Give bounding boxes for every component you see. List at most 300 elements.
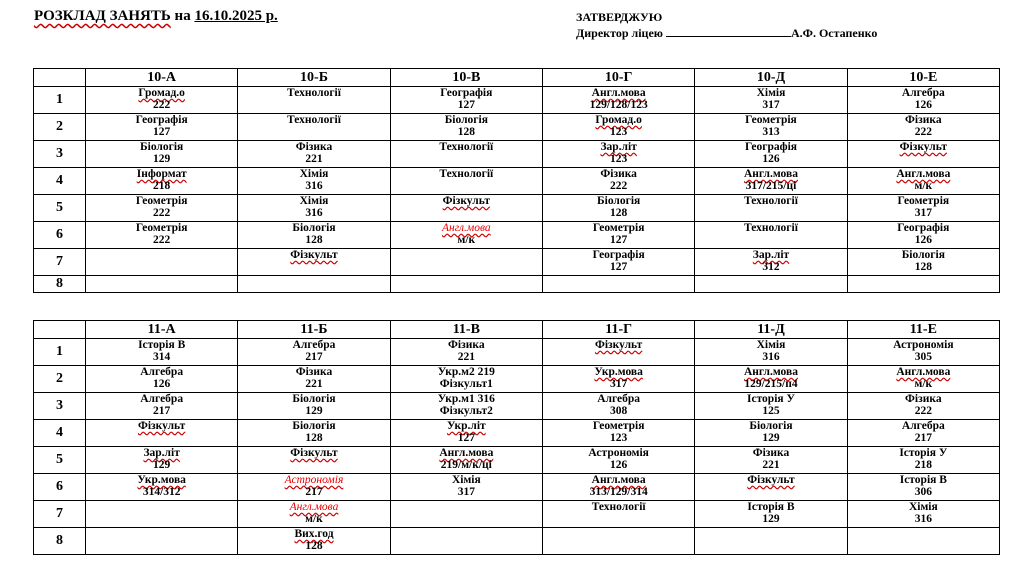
lesson-cell	[86, 168, 238, 195]
subject-name: Геометрія	[745, 114, 797, 126]
subject-name: Алгебра	[901, 87, 945, 99]
lesson-cell	[847, 87, 999, 114]
room-number: 128	[610, 207, 628, 219]
class-header: 10-Б	[238, 69, 390, 87]
lesson-cell	[238, 276, 390, 293]
room-number: 305	[914, 351, 932, 363]
room-number: 316	[305, 180, 323, 192]
room-number: 128	[305, 540, 323, 552]
subject-name: Англ.мова	[896, 366, 951, 378]
room-number: 128	[305, 432, 323, 444]
lesson-cell	[238, 393, 390, 420]
subject-name: Геометрія	[135, 195, 188, 207]
lesson-number: 6	[34, 474, 86, 501]
class-header-row	[34, 321, 1000, 339]
room-number: 127	[153, 126, 171, 138]
subject-name: Фізика	[752, 447, 790, 459]
subject-name: Зар.літ	[143, 447, 180, 459]
room-number: 218	[914, 459, 932, 471]
lesson-cell	[238, 141, 390, 168]
subject-name: Алгебра	[140, 393, 184, 405]
lesson-cell	[542, 501, 694, 528]
lesson-cell	[390, 276, 542, 293]
subject-name: Біологія	[292, 222, 336, 234]
lesson-cell	[86, 222, 238, 249]
lesson-cell	[695, 501, 847, 528]
lesson-cell	[542, 114, 694, 141]
subject-name: Зар.літ	[752, 249, 790, 261]
lesson-cell	[86, 393, 238, 420]
class-header: 11-Е	[847, 321, 999, 339]
subject-name: Англ.мова	[289, 501, 339, 513]
subject-name: Англ.мова	[743, 366, 798, 378]
room-number: 126	[762, 153, 780, 165]
subject-name: Технології	[439, 168, 494, 180]
lesson-row	[34, 276, 1000, 293]
room-number: 313/129/314	[589, 486, 648, 498]
room-number: 217	[153, 405, 171, 417]
lesson-cell	[86, 249, 238, 276]
room-number: 129	[762, 513, 780, 525]
lesson-row	[34, 141, 1000, 168]
class-header: 11-А	[86, 321, 238, 339]
subject-name: Укр.мова	[594, 366, 643, 378]
lesson-row	[34, 393, 1000, 420]
room-number: 127	[457, 432, 475, 444]
subject-name: Біологія	[292, 420, 336, 432]
lesson-row	[34, 474, 1000, 501]
lesson-cell	[390, 114, 542, 141]
subject-name: Історія В	[899, 474, 947, 486]
subject-name: Фізика	[905, 393, 942, 405]
room-number: 317	[762, 99, 780, 111]
subject-name: Хімія	[756, 87, 786, 99]
lesson-number: 5	[34, 447, 86, 474]
subject-name: Фізкульт	[137, 420, 186, 432]
room-number: 308	[610, 405, 628, 417]
lesson-cell	[542, 366, 694, 393]
subject-name: Технології	[591, 501, 646, 513]
subject-name: Алгебра	[292, 339, 336, 351]
subject-name: Фізика	[448, 339, 485, 351]
lesson-cell	[86, 195, 238, 222]
lesson-cell	[695, 222, 847, 249]
room-number: 126	[914, 234, 932, 246]
lesson-cell	[390, 420, 542, 447]
room-number: 317	[914, 207, 932, 219]
lesson-cell	[86, 114, 238, 141]
lesson-cell	[390, 528, 542, 555]
lesson-cell	[695, 474, 847, 501]
lesson-cell	[847, 114, 999, 141]
subject-name: Громад.о	[595, 114, 642, 126]
room-number: 129	[153, 153, 171, 165]
lesson-row	[34, 366, 1000, 393]
lesson-cell	[238, 168, 390, 195]
lesson-cell	[390, 339, 542, 366]
lesson-cell	[847, 474, 999, 501]
room-number: 123	[610, 126, 628, 138]
lesson-cell	[390, 87, 542, 114]
subject-name: Історія В	[138, 339, 186, 351]
room-number: 217	[305, 486, 323, 498]
room-number: 129	[153, 459, 171, 471]
room-number: м/к	[914, 180, 933, 192]
room-number: 127	[457, 99, 475, 111]
room-number: Фізкульт2	[439, 405, 493, 417]
lesson-cell	[847, 195, 999, 222]
room-number: 317	[610, 378, 628, 390]
lesson-cell	[390, 249, 542, 276]
subject-name: Укр.м1 316	[437, 393, 495, 405]
lesson-cell	[238, 366, 390, 393]
lesson-cell	[86, 339, 238, 366]
lesson-cell	[695, 276, 847, 293]
subject-name: Біологія	[140, 141, 184, 153]
subject-name: Укр.літ	[446, 420, 486, 432]
lesson-cell	[390, 222, 542, 249]
director-label: Директор ліцею	[576, 26, 663, 40]
lesson-cell	[238, 339, 390, 366]
subject-name: Технології	[439, 141, 494, 153]
subject-name: Фізкульт	[747, 474, 795, 486]
room-number: 129/215/п4	[744, 378, 798, 390]
room-number: 219/м/к/ці	[440, 459, 492, 471]
lesson-cell	[542, 249, 694, 276]
lesson-number: 3	[34, 141, 86, 168]
room-number: 317/215/ці	[745, 180, 797, 192]
subject-name: Історія У	[899, 447, 948, 459]
subject-name: Фізкульт	[290, 447, 338, 459]
subject-name: Біологія	[444, 114, 488, 126]
lesson-row	[34, 222, 1000, 249]
subject-name: Біологія	[749, 420, 793, 432]
class-header: 10-В	[390, 69, 542, 87]
class-header: 10-Г	[542, 69, 694, 87]
room-number: 222	[153, 207, 171, 219]
lesson-row	[34, 447, 1000, 474]
lesson-row	[34, 339, 1000, 366]
class-header: 10-Е	[847, 69, 999, 87]
approve-label: ЗАТВЕРДЖУЮ	[576, 10, 663, 24]
lesson-cell	[238, 87, 390, 114]
lesson-cell	[86, 366, 238, 393]
room-number: 222	[153, 99, 171, 111]
lesson-number: 6	[34, 222, 86, 249]
schedule-date: 16.10.2025 р.	[194, 8, 278, 24]
room-number: м/к	[305, 513, 323, 525]
lesson-cell	[542, 195, 694, 222]
class-header: 10-А	[86, 69, 238, 87]
lesson-cell	[86, 141, 238, 168]
subject-name: Англ.мова	[896, 168, 951, 180]
lesson-cell	[542, 447, 694, 474]
subject-name: Геометрія	[897, 195, 950, 207]
schedule-table-10	[33, 68, 1000, 293]
lesson-cell	[390, 501, 542, 528]
subject-name: Географія	[744, 141, 797, 153]
subject-name: Історія У	[746, 393, 795, 405]
room-number: 314	[153, 351, 171, 363]
room-number: 126	[610, 459, 628, 471]
subject-name: Біологія	[901, 249, 945, 261]
room-number: 217	[914, 432, 932, 444]
subject-name: Інформат	[136, 168, 187, 180]
subject-name: Алгебра	[597, 393, 641, 405]
lesson-row	[34, 114, 1000, 141]
room-number: 222	[610, 180, 628, 192]
subject-name: Англ.мова	[441, 222, 491, 234]
subject-name: Алгебра	[901, 420, 945, 432]
lesson-cell	[847, 447, 999, 474]
room-number: 129/128/123	[589, 99, 648, 111]
lesson-cell	[847, 339, 999, 366]
lesson-cell	[695, 366, 847, 393]
room-number: 316	[914, 513, 932, 525]
room-number: 316	[305, 207, 323, 219]
room-number: 314/312	[142, 486, 181, 498]
lesson-row	[34, 501, 1000, 528]
subject-name: Фізкульт	[594, 339, 643, 351]
lesson-cell	[695, 528, 847, 555]
lesson-cell	[390, 447, 542, 474]
lesson-number: 4	[34, 420, 86, 447]
room-number: 306	[914, 486, 932, 498]
lesson-cell	[86, 276, 238, 293]
subject-name: Астрономія	[284, 474, 344, 486]
subject-name: Фізика	[600, 168, 637, 180]
subject-name: Географія	[440, 87, 493, 99]
subject-name: Астрономія	[588, 447, 649, 459]
lesson-number: 1	[34, 339, 86, 366]
subject-name: Географія	[135, 114, 188, 126]
lesson-cell	[238, 195, 390, 222]
lesson-cell	[542, 393, 694, 420]
schedule-title	[34, 8, 278, 25]
lesson-cell	[695, 195, 847, 222]
signature-line	[666, 26, 791, 37]
room-number: Фізкульт1	[439, 378, 493, 390]
lesson-cell	[847, 366, 999, 393]
subject-name: Геометрія	[592, 222, 645, 234]
lesson-cell	[86, 87, 238, 114]
lesson-number: 8	[34, 528, 86, 555]
subject-name: Вих.год	[294, 528, 334, 540]
lesson-cell	[86, 528, 238, 555]
subject-name: Географія	[592, 249, 645, 261]
room-number: 128	[914, 261, 932, 273]
subject-name: Фізкульт	[290, 249, 338, 261]
lesson-number: 8	[34, 276, 86, 293]
lesson-cell	[86, 420, 238, 447]
lesson-cell	[238, 249, 390, 276]
lesson-number: 5	[34, 195, 86, 222]
room-number: 129	[305, 405, 323, 417]
room-number: 222	[914, 126, 932, 138]
title-text: РОЗКЛАД ЗАНЯТЬ	[34, 8, 171, 24]
lesson-cell	[238, 501, 390, 528]
room-number: 221	[457, 351, 475, 363]
room-number: 125	[762, 405, 780, 417]
room-number: 217	[305, 351, 323, 363]
subject-name: Англ.мова	[591, 87, 646, 99]
lesson-cell	[542, 528, 694, 555]
class-header: 10-Д	[695, 69, 847, 87]
lesson-cell	[695, 447, 847, 474]
lesson-cell	[390, 141, 542, 168]
lesson-cell	[390, 366, 542, 393]
lesson-row	[34, 420, 1000, 447]
lesson-row	[34, 168, 1000, 195]
lesson-number: 4	[34, 168, 86, 195]
lesson-cell	[86, 474, 238, 501]
lesson-cell	[847, 222, 999, 249]
lesson-cell	[238, 114, 390, 141]
approval-block	[576, 9, 877, 41]
lesson-cell	[390, 393, 542, 420]
room-number: м/к	[457, 234, 476, 246]
subject-name: Географія	[897, 222, 950, 234]
lesson-cell	[238, 222, 390, 249]
lesson-cell	[86, 501, 238, 528]
room-number: 316	[762, 351, 780, 363]
subject-name: Хімія	[451, 474, 481, 486]
lesson-cell	[238, 474, 390, 501]
room-number: 129	[762, 432, 780, 444]
subject-name: Біологія	[597, 195, 641, 207]
corner-cell	[34, 321, 86, 339]
subject-name: Астрономія	[893, 339, 954, 351]
class-header: 11-Б	[238, 321, 390, 339]
lesson-cell	[238, 528, 390, 555]
room-number: 123	[610, 153, 628, 165]
lesson-number: 3	[34, 393, 86, 420]
room-number: 317	[457, 486, 475, 498]
lesson-number: 1	[34, 87, 86, 114]
lesson-cell	[847, 141, 999, 168]
lesson-cell	[542, 87, 694, 114]
subject-name: Фізика	[905, 114, 942, 126]
room-number: м/к	[914, 378, 933, 390]
lesson-cell	[695, 249, 847, 276]
subject-name: Алгебра	[140, 366, 184, 378]
lesson-cell	[695, 393, 847, 420]
lesson-row	[34, 249, 1000, 276]
room-number: 221	[305, 378, 323, 390]
lesson-cell	[847, 249, 999, 276]
subject-name: Англ.мова	[591, 474, 646, 486]
lesson-cell	[695, 141, 847, 168]
title-on: на	[174, 8, 191, 24]
lesson-number: 2	[34, 114, 86, 141]
subject-name: Громад.о	[138, 87, 185, 99]
lesson-cell	[238, 420, 390, 447]
lesson-cell	[695, 87, 847, 114]
lesson-cell	[847, 393, 999, 420]
lesson-cell	[847, 501, 999, 528]
lesson-number: 7	[34, 249, 86, 276]
lesson-cell	[390, 474, 542, 501]
room-number: 312	[762, 261, 780, 273]
subject-name: Фізика	[295, 366, 333, 378]
room-number: 221	[305, 153, 323, 165]
subject-name: Технології	[744, 222, 798, 234]
lesson-cell	[390, 168, 542, 195]
subject-name: Технології	[287, 114, 341, 126]
schedule-table-11	[33, 320, 1000, 555]
lesson-cell	[542, 276, 694, 293]
lesson-number: 2	[34, 366, 86, 393]
lesson-cell	[695, 114, 847, 141]
subject-name: Технології	[287, 87, 341, 99]
lesson-cell	[542, 339, 694, 366]
room-number: 127	[610, 234, 628, 246]
lesson-cell	[542, 474, 694, 501]
room-number: 222	[914, 405, 932, 417]
subject-name: Технології	[744, 195, 798, 207]
subject-name: Фізика	[295, 141, 333, 153]
subject-name: Зар.літ	[600, 141, 637, 153]
room-number: 123	[610, 432, 628, 444]
subject-name: Фізкульт	[899, 141, 947, 153]
subject-name: Хімія	[299, 168, 329, 180]
room-number: 221	[762, 459, 780, 471]
lesson-cell	[847, 276, 999, 293]
lesson-cell	[695, 339, 847, 366]
lesson-cell	[542, 222, 694, 249]
subject-name: Англ.мова	[439, 447, 494, 459]
room-number: 126	[153, 378, 171, 390]
lesson-cell	[390, 195, 542, 222]
lesson-cell	[847, 420, 999, 447]
lesson-cell	[542, 168, 694, 195]
lesson-cell	[847, 528, 999, 555]
lesson-cell	[695, 168, 847, 195]
lesson-cell	[542, 420, 694, 447]
subject-name: Хімія	[756, 339, 786, 351]
room-number: 127	[610, 261, 628, 273]
lesson-row	[34, 528, 1000, 555]
lesson-row	[34, 195, 1000, 222]
room-number: 218	[153, 180, 171, 192]
lesson-number: 7	[34, 501, 86, 528]
lesson-cell	[695, 420, 847, 447]
lesson-cell	[86, 447, 238, 474]
subject-name: Біологія	[292, 393, 336, 405]
room-number: 128	[305, 234, 323, 246]
room-number: 222	[153, 234, 171, 246]
room-number: 313	[762, 126, 780, 138]
subject-name: Англ.мова	[743, 168, 798, 180]
director-name: А.Ф. Остапенко	[790, 26, 878, 40]
lesson-row	[34, 87, 1000, 114]
lesson-cell	[847, 168, 999, 195]
subject-name: Хімія	[299, 195, 329, 207]
lesson-cell	[238, 447, 390, 474]
subject-name: Геометрія	[592, 420, 645, 432]
subject-name: Фізкульт	[442, 195, 490, 207]
class-header: 11-В	[390, 321, 542, 339]
subject-name: Укр.м2 219	[437, 366, 495, 378]
room-number: 128	[457, 126, 475, 138]
subject-name: Геометрія	[135, 222, 188, 234]
room-number: 126	[914, 99, 932, 111]
corner-cell	[34, 69, 86, 87]
subject-name: Історія В	[747, 501, 795, 513]
class-header-row	[34, 69, 1000, 87]
director-line	[576, 25, 877, 41]
class-header: 11-Д	[695, 321, 847, 339]
